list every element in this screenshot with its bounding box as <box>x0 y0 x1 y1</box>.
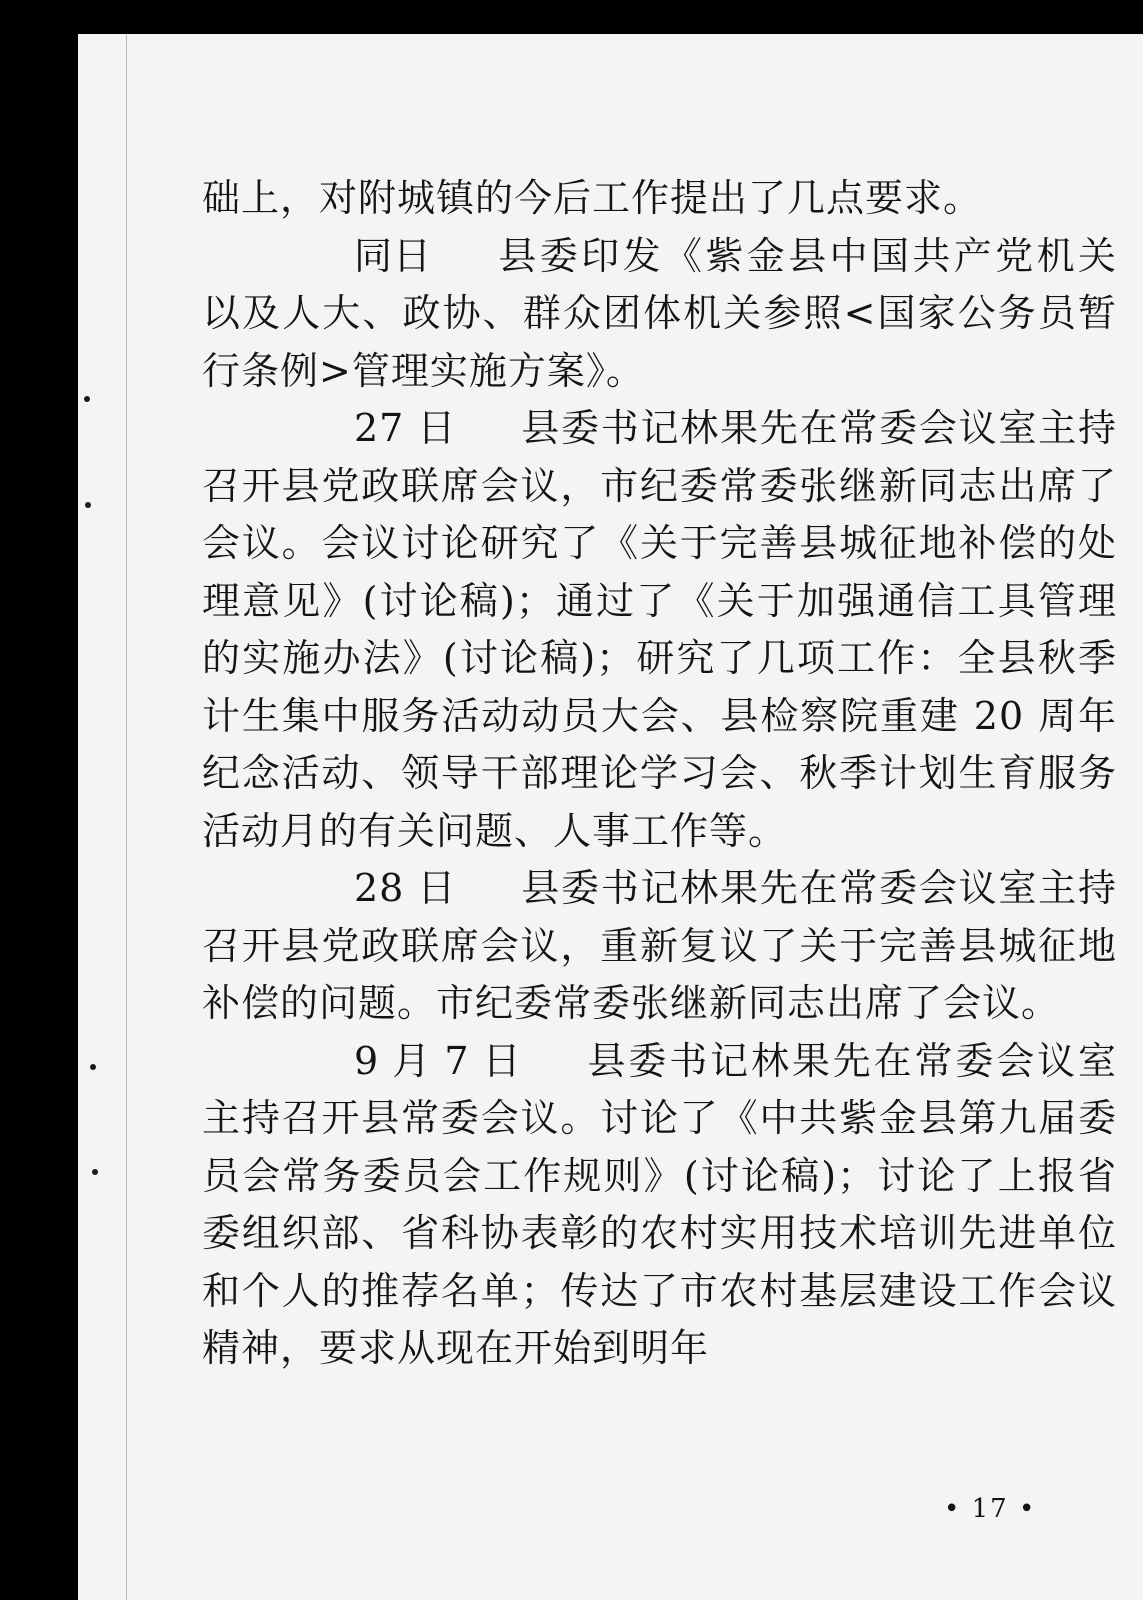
scan-mark <box>84 396 90 402</box>
paragraph <box>202 170 1117 228</box>
paragraph <box>202 1033 1117 1378</box>
paragraph-text: 县委印发《紫金县中国共产党机关以及人大、政协、群众团体机关参照<国家公务员暂行条例>管理实施方案》。 <box>202 233 1117 393</box>
paragraph-text: 县委书记林果先在常委会议室主持召开县党政联席会议，市纪委常委张继新同志出席了会议。会议讨论研究了《关于完善县城征地补偿的处理意见》(讨论稿)；通过了《关于加强通信工具管理的实施办法》(讨论稿)；研究了几项工作：全县秋季计生集中服务活动动员大会、县检察院重建 20 周年纪念活动、领导干部理论学习会、秋季计划生育服务活动月的有关问题、人事工作等。 <box>202 406 1117 853</box>
margin-line <box>126 34 127 1600</box>
paragraph-text: 县委书记林果先在常委会议室主持召开县党政联席会议，重新复议了关于完善县城征地补偿的问题。市纪委常委张继新同志出席了会议。 <box>202 866 1117 1025</box>
scan-mark <box>90 1064 96 1070</box>
entry-date: 27 日 <box>354 406 457 450</box>
paragraph <box>202 400 1117 860</box>
page-number: • 17 • <box>944 1494 1037 1524</box>
body-text <box>202 170 1117 1378</box>
paragraph <box>202 228 1117 401</box>
paragraph-text: 础上，对附城镇的今后工作提出了几点要求。 <box>202 176 983 220</box>
scan-mark <box>85 502 91 508</box>
paragraph <box>202 860 1117 1033</box>
document-page <box>78 34 1143 1600</box>
entry-date: 9 月 7 日 <box>354 1038 522 1083</box>
entry-date: 同日 <box>354 233 433 278</box>
scan-mark <box>92 1169 98 1175</box>
entry-date: 28 日 <box>354 866 457 910</box>
paragraph-text: 县委书记林果先在常委会议室主持召开县常委会议。讨论了《中共紫金县第九届委员会常务委员会工作规则》(讨论稿)；讨论了上报省委组织部、省科协表彰的农村实用技术培训先进单位和个人的推荐名单；传达了市农村基层建设工作会议精神，要求从现在开始到明年 <box>202 1038 1117 1370</box>
